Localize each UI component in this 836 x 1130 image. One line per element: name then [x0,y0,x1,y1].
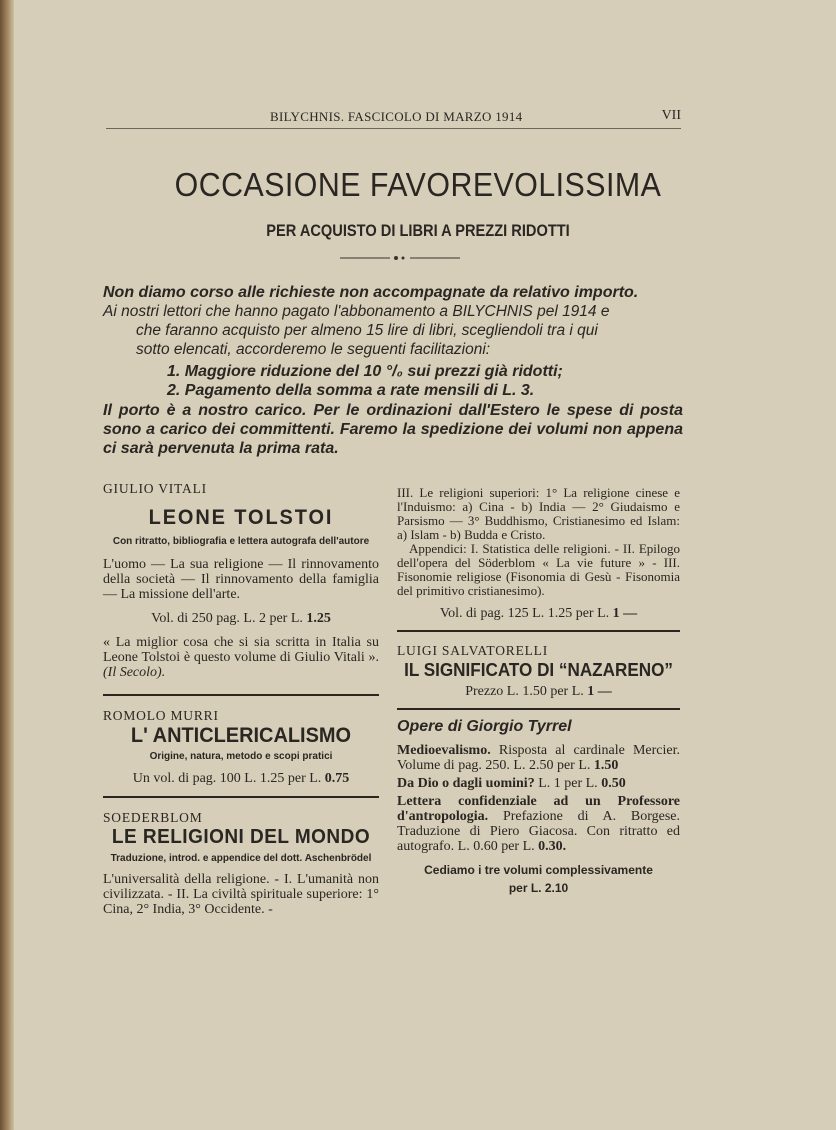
price-text: Prezzo L. 1.50 per L. [465,684,584,699]
price-value: 0.50 [601,776,626,791]
book-author: SOEDERBLOM [103,810,203,825]
book-subtitle: Origine, natura, metodo e scopi pratici [149,751,333,762]
price-text: Un vol. di pag. 100 L. 1.25 per L. [132,771,322,786]
price-value: 1.25 [306,611,331,626]
intro-notice [103,283,683,458]
price-value: 0.30. [538,839,567,854]
shipping-note: Il porto è a nostro carico. Per le ordinazioni dall'Estero le spese di posta sono a carico dei committenti. Faremo la spedizione dei volumi non appena ci sarà pervenuta la prima rata. [103,402,683,457]
notice-line: Non diamo corso alle richieste non accompagnate da relativo importo. [103,284,639,301]
book-review [103,635,379,680]
section-heading: Opere di Giorgio Tyrrel [397,718,572,735]
book-description-continued: III. Le religioni superiori: 1° La religione cinese e l'Induismo: a) Cina - b) India — 2° Giudaismo e Parsismo — 3° Buddhismo, Cristianesimo ed Islam: a) Islam - b) Budda e Cristo. [397,485,680,542]
tyrrell-title: Medioevalismo. [397,743,491,758]
book-subtitle: Traduzione, introd. e appendice del dott. Aschenbrödel [110,853,372,864]
page-title: OCCASIONE FAVOREVOLISSIMA [174,166,662,203]
tyrrell-text: L. 1 per L. [538,776,598,791]
bundle-offer: Cediamo i tre volumi complessivamente [424,863,653,877]
tyrrell-title: Lettera confidenziale ad un Professore d'antropologia. [397,794,680,824]
tyrrell-text: Risposta al cardinale Mercier. Volume di pag. 250. L. 2.50 per L. [397,743,680,773]
book-title: LEONE TOLSTOI [148,506,334,529]
book-price [103,771,379,786]
review-source: (Il Secolo). [103,665,166,680]
notice-offer-line: sotto elencati, accorderemo le seguenti facilitazioni: [136,341,491,358]
price-value: 1.50 [593,758,619,773]
tyrrell-text: Prefazione di A. Borgese. Traduzione di Piero Giacosa. Con ritratto ed autografo. L. 0.60 per L. [397,809,680,854]
price-text: Vol. di 250 pag. L. 2 per L. [151,611,303,626]
right-column [397,486,680,896]
left-column [103,481,379,917]
book-title: LE RELIGIONI DEL MONDO [111,826,371,848]
book-title: IL SIGNIFICATO DI “NAZARENO” [404,660,673,680]
ornament-divider [340,253,460,263]
facilitation-item: 1. Maggiore riduzione del 10 °/₀ sui prezzi già ridotti; [167,363,563,380]
page-binding-edge [0,0,14,1130]
tyrrell-book [397,743,680,773]
tyrrell-book [397,794,680,854]
tyrrell-title: Da Dio o dagli uomini? [397,776,535,791]
book-description: L'universalità della religione. - I. L'umanità non civilizzata. - II. La civiltà spirituale superiore: 1° Cina, 2° India, 3° Occidente. - [103,872,379,917]
running-title: BILYCHNIS. FASCICOLO DI MARZO 1914 [270,109,523,124]
page-subtitle: PER ACQUISTO DI LIBRI A PREZZI RIDOTTI [266,221,570,240]
section-rule [397,630,680,632]
page-number: VII [661,108,681,123]
book-title: L' ANTICLERICALISMO [130,724,352,747]
notice-offer-line: Ai nostri lettori che hanno pagato l'abbonamento a BILYCHNIS pel 1914 e [103,303,610,320]
book-subtitle: Con ritratto, bibliografia e lettera autografa dell'autore [112,536,370,547]
bundle-price: per L. 2.10 [508,881,569,895]
section-rule [397,708,680,710]
book-author: LUIGI SALVATORELLI [397,643,549,658]
price-value: 1 — [612,606,638,621]
running-header [106,108,681,129]
price-value: 0.75 [324,771,350,786]
book-author: ROMOLO MURRI [103,708,219,723]
notice-offer-line: che faranno acquisto per almeno 15 lire di libri, scegliendoli tra i qui [136,322,598,339]
facilitation-item: 2. Pagamento della somma a rate mensili di L. 3. [167,382,535,399]
price-value: 1 — [587,684,612,699]
book-price [397,606,680,621]
book-description: L'uomo — La sua religione — Il rinnovamento della società — Il rinnovamento della famiglia — La missione dell'arte. [103,557,379,602]
review-quote: « La miglior cosa che si sia scritta in Italia su Leone Tolstoi è questo volume di Giulio Vitali ». [103,635,379,665]
section-rule [103,694,379,696]
book-author: GIULIO VITALI [103,481,207,496]
book-appendices: Appendici: I. Statistica delle religioni. - II. Epilogo dell'opera del Söderblom « La vie future » - III. Fisonomie religiose (Fisonomia di Gesù - Fisonomia del primitivo cristianesimo). [397,541,680,598]
book-price [397,684,680,699]
book-price [103,611,379,626]
section-rule [103,796,379,798]
tyrrell-book [397,776,680,791]
price-text: Vol. di pag. 125 L. 1.25 per L. [439,606,610,621]
